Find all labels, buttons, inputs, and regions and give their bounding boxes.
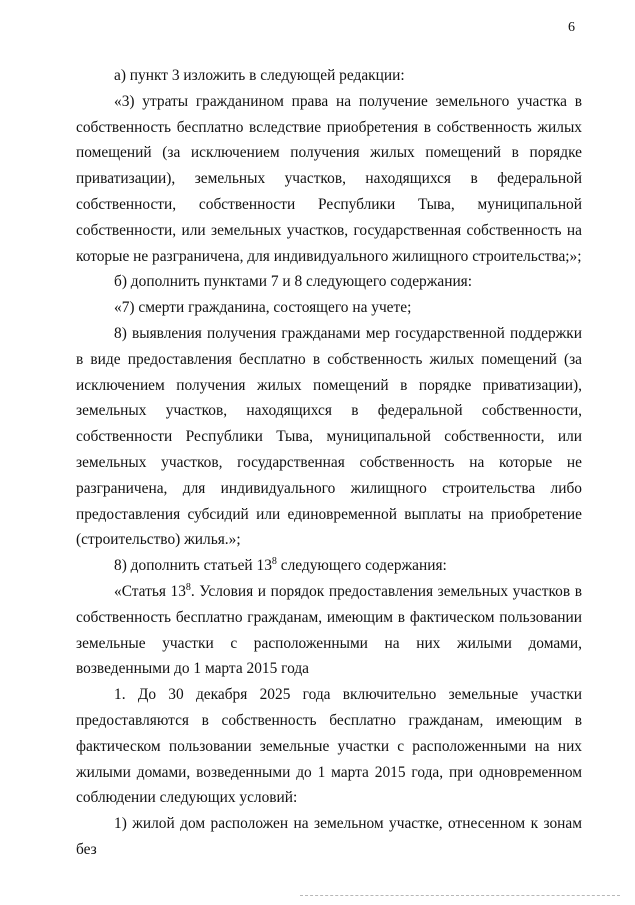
item8-text-after: следующего содержания:	[276, 557, 447, 575]
item8-text-before: 8) дополнить статьей 13	[114, 557, 272, 575]
paragraph-quote-item-3: «3) утраты гражданином права на получение земельного участка в собственность бесплатно вследствие приобретения в собственность жилых помещений (за исключением получения жилых помещений в порядке приватизации), земельных участков, находящихся в федеральной собственности, собственности Республики Тыва, муниципальной собственности, или земельных участков, государственная собственность на которые не разграничена, для индивидуального жилищного строительства;»;	[76, 92, 582, 265]
paragraph-item-b: б) дополнить пунктами 7 и 8 следующего содержания:	[114, 273, 473, 291]
paragraph-subpoint-1: 1) жилой дом расположен на земельном участке, отнесенном к зонам без	[76, 815, 582, 858]
paragraph-item-8-support: 8) выявления получения гражданами мер государственной поддержки в виде предоставления бесплатно в собственность жилых помещений (за исключением получения жилых помещений в порядке приватизации), земельных участков, находящихся в федеральной собственности, собственности Республики Тыва, муниципальной собственности, или земельных участков, государственная собственность на которые не разграничена, для индивидуального жилищного строительства либо предоставления субсидий или единовременной выплаты на приобретение (строительство) жилья.»;	[76, 324, 582, 549]
document-body	[76, 63, 582, 863]
paragraph-item-a: а) пункт 3 изложить в следующей редакции:	[114, 67, 405, 84]
page-number: 6	[568, 20, 575, 35]
article-heading-after: . Условия и порядок предоставления земельных участков в собственность бесплатно гражданам, имеющим в фактическом пользовании земельные участки с расположенными на них жилыми домами, возведенными до 1 марта 2015 года	[76, 582, 582, 678]
article-heading	[76, 579, 582, 682]
article-heading-superscript: 8	[185, 581, 191, 593]
paragraph-article-point-1: 1. До 30 декабря 2025 года включительно земельные участки предоставляются в собственность бесплатно гражданам, имеющим в фактическом пользовании земельные участки с расположенными на них жилыми домами, возведенными до 1 марта 2015 года, при одновременном соблюдении следующих условий:	[76, 686, 582, 807]
article-heading-before: «Статья 13	[114, 582, 186, 600]
item8-superscript: 8	[271, 556, 277, 568]
scan-artifact-line	[300, 895, 620, 897]
paragraph-quote-item-7: «7) смерти гражданина, состоящего на учете;	[114, 299, 412, 317]
paragraph-item-8-add-article	[76, 553, 582, 579]
